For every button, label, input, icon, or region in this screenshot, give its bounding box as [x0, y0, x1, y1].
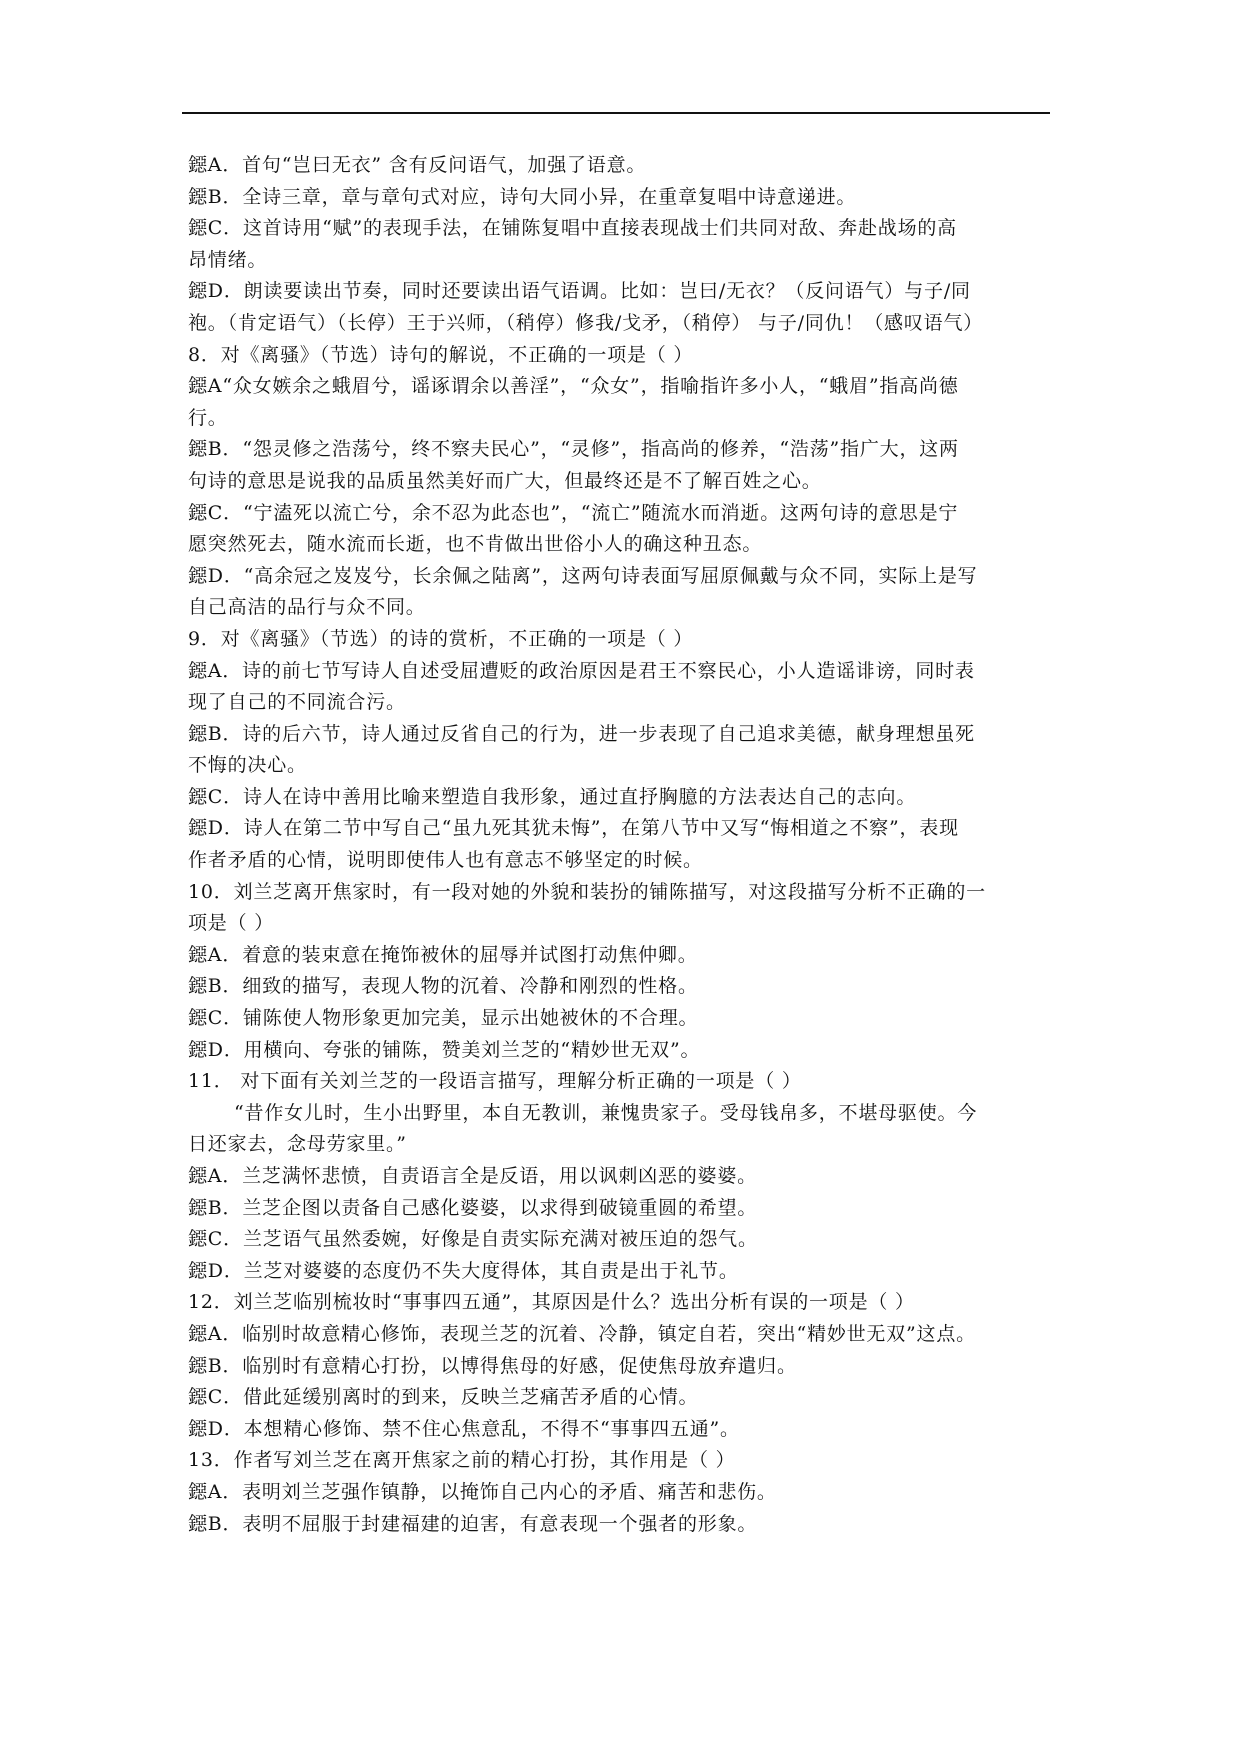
- text-line: 自己高洁的品行与众不同。: [188, 596, 426, 619]
- text-line: 鐚C．兰芝语气虽然委婉，好像是自责实际充满对被压迫的怨气。: [188, 1228, 758, 1251]
- text-line: 8．对《离骚》（节选）诗句的解说，不正确的一项是（ ）: [188, 343, 694, 366]
- document-body: [188, 150, 1048, 1540]
- text-line: 现了自己的不同流合污。: [188, 691, 406, 714]
- text-line: 13．作者写刘兰芝在离开焦家之前的精心打扮，其作用是（ ）: [188, 1449, 736, 1472]
- header-rule: [182, 112, 1050, 114]
- text-line: 袍。（肯定语气）（长停）王于兴师，（稍停）修我/戈矛，（稍停） 与子/同仇！（感叹语气）: [188, 311, 984, 334]
- text-line: 鐚B．表明不屈服于封建福建的迫害，有意表现一个强者的形象。: [188, 1512, 758, 1535]
- text-line: 日还家去，念母劳家里。”: [188, 1133, 407, 1156]
- text-line: 作者矛盾的心情，说明即使伟人也有意志不够坚定的时候。: [188, 849, 703, 872]
- text-line: 鐚A．临别时故意精心修饰，表现兰芝的沉着、冷静，镇定自若，突出“精妙世无双”这点。: [188, 1322, 976, 1345]
- text-line: 鐚B．兰芝企图以责备自己感化婆婆，以求得到破镜重圆的希望。: [188, 1196, 758, 1219]
- text-line: 鐚A．诗的前七节写诗人自述受屈遭贬的政治原因是君王不察民心，小人造谣诽谤，同时表: [188, 659, 975, 682]
- text-line: 鐚D．用横向、夸张的铺陈，赞美刘兰芝的“精妙世无双”。: [188, 1038, 701, 1061]
- text-line: 9．对《离骚》（节选）的诗的赏析，不正确的一项是（ ）: [188, 627, 694, 650]
- text-line: 鐚C．铺陈使人物形象更加完美，显示出她被休的不合理。: [188, 1007, 699, 1030]
- text-line: 鐚A．表明刘兰芝强作镇静，以掩饰自己内心的矛盾、痛苦和悲伤。: [188, 1480, 777, 1503]
- text-line: 鐚A．首句“岂曰无衣” 含有反问语气，加强了语意。: [188, 154, 647, 176]
- text-line: 鐚B．诗的后六节，诗人通过反省自己的行为，进一步表现了自己追求美德，献身理想虽死: [188, 722, 975, 745]
- text-line: 10．刘兰芝离开焦家时，有一段对她的外貌和装扮的铺陈描写，对这段描写分析不正确的一: [188, 880, 986, 903]
- text-line: 鐚C．诗人在诗中善用比喻来塑造自我形象，通过直抒胸臆的方法表达自己的志向。: [188, 785, 917, 808]
- text-line: “昔作女儿时，生小出野里，本自无教训，兼愧贵家子。受母钱帛多，不堪母驱使。今: [234, 1101, 978, 1124]
- text-line: 鐚D．诗人在第二节中写自己“虽九死其犹未悔”，在第八节中又写“悔相道之不察”，表现: [188, 817, 959, 840]
- text-line: 鐚D．兰芝对婆婆的态度仍不失大度得体，其自责是出于礼节。: [188, 1259, 739, 1282]
- text-line: 愿突然死去，随水流而长逝，也不肯做出世俗小人的确这种丑态。: [188, 533, 763, 556]
- text-line: 鐚B．细致的描写，表现人物的沉着、冷静和刚烈的性格。: [188, 975, 698, 998]
- text-line: 鐚C．“宁溘死以流亡兮，余不忍为此态也”，“流亡”随流水而消逝。这两句诗的意思是宁: [188, 501, 959, 524]
- text-line: 鐚B．全诗三章，章与章句式对应，诗句大同小异，在重章复唱中诗意递进。: [188, 185, 857, 208]
- text-line: 鐚A．着意的装束意在掩饰被休的屈辱并试图打动焦仲卿。: [188, 943, 698, 966]
- text-line: 11． 对下面有关刘兰芝的一段语言描写，理解分析正确的一项是（ ）: [188, 1070, 802, 1093]
- text-line: 行。: [188, 406, 228, 429]
- text-line: 鐚D．本想精心修饰、禁不住心焦意乱，不得不“事事四五通”。: [188, 1417, 740, 1440]
- text-line: 鐚A．兰芝满怀悲愤，自责语言全是反语，用以讽刺凶恶的婆婆。: [188, 1165, 757, 1187]
- text-line: 项是（ ）: [188, 912, 275, 935]
- text-line: 鐚C．这首诗用“赋”的表现手法，在铺陈复唱中直接表现战士们共同对敌、奔赴战场的高: [188, 217, 957, 240]
- text-line: 鐚C．借此延缓别离时的到来，反映兰芝痛苦矛盾的心情。: [188, 1386, 699, 1409]
- text-line: 鐚B．临别时有意精心打扮，以博得焦母的好感，促使焦母放弃遣归。: [188, 1354, 797, 1377]
- text-line: 鐚D．朗读要读出节奏，同时还要读出语气语调。比如：岂曰/无衣？（反问语气）与子/同: [188, 280, 971, 303]
- text-line: 不悔的决心。: [188, 754, 307, 777]
- text-line: 句诗的意思是说我的品质虽然美好而广大，但最终还是不了解百姓之心。: [188, 469, 822, 492]
- text-line: 鐚D．“高余冠之岌岌兮，长余佩之陆离”，这两句诗表面写屈原佩戴与众不同，实际上是写: [188, 564, 978, 587]
- text-line: 鐚A“众女嫉余之蛾眉兮，谣诼谓余以善淫”，“众女”，指喻指许多小人，“蛾眉”指高尚德: [188, 375, 959, 398]
- text-line: 鐚B．“怨灵修之浩荡兮，终不察夫民心”，“灵修”，指高尚的修养，“浩荡”指广大，这两: [188, 438, 959, 461]
- text-line: 12．刘兰芝临别梳妆时“事事四五通”，其原因是什么？选出分析有误的一项是（ ）: [188, 1291, 915, 1314]
- text-line: 昂情绪。: [188, 248, 268, 271]
